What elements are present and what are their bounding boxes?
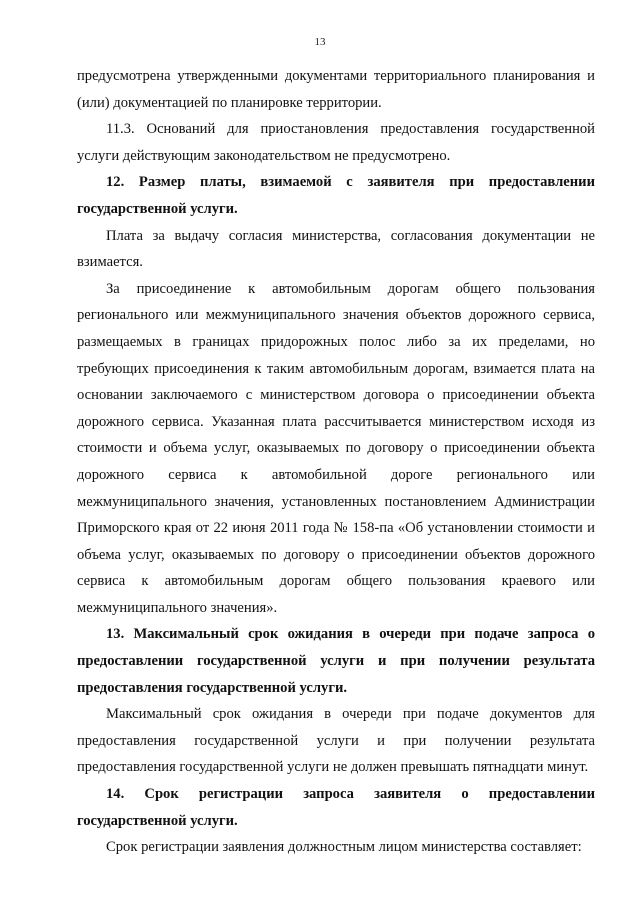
page-number: 13 [314, 36, 326, 48]
paragraph-registration-term: Срок регистрации заявления должностным лицом министерства составляет: [106, 839, 582, 856]
page-body [77, 63, 595, 861]
paragraph-11-3: 11.3. Оснований для приостановления предоставления государственной услуги действующим законодательством не предусмотрено. [77, 121, 595, 164]
paragraph-road-service-fee: За присоединение к автомобильным дорогам общего пользования регионального или межмуниципального значения объектов дорожного сервиса, размещаемых в границах придорожных полос либо за их пределами, но требующих присоединения к таким автомобильным дорогам, взимается плата на основании заключаемого с министерством договора о присоединении объекта дорожного сервиса. Указанная плата рассчитывается министерством исходя из стоимости и объема услуг, оказываемых по договору о присоединении объекта дорожного сервиса к автомобильной дороге регионального или межмуниципального значения, установленных постановлением Администрации Приморского края от 22 июня 2011 года № 158-па «Об установлении стоимости и объема услуг, оказываемых по договору о присоединении объектов дорожного сервиса к автомобильным дорогам общего пользования краевого или межмуниципального значения». [77, 280, 595, 616]
paragraph-continuation: предусмотрена утвержденными документами территориального планирования и (или) документацией по планировке территории. [77, 68, 595, 111]
paragraph-fee-not-charged: Плата за выдачу согласия министерства, согласования документации не взимается. [77, 227, 595, 271]
paragraph-max-wait-time: Максимальный срок ожидания в очереди при подаче документов для предоставления государственной услуги и при получении результата предоставления государственной услуги не должен превышать пятнадцати минут. [77, 706, 595, 776]
section-heading-12: 12. Размер платы, взимаемой с заявителя при предоставлении государственной услуги. [77, 174, 595, 217]
section-heading-14: 14. Срок регистрации запроса заявителя о предоставлении государственной услуги. [77, 786, 595, 829]
section-heading-13: 13. Максимальный срок ожидания в очереди при подаче запроса о предоставлении государственной услуги и при получении результата предоставления государственной услуги. [77, 626, 595, 696]
